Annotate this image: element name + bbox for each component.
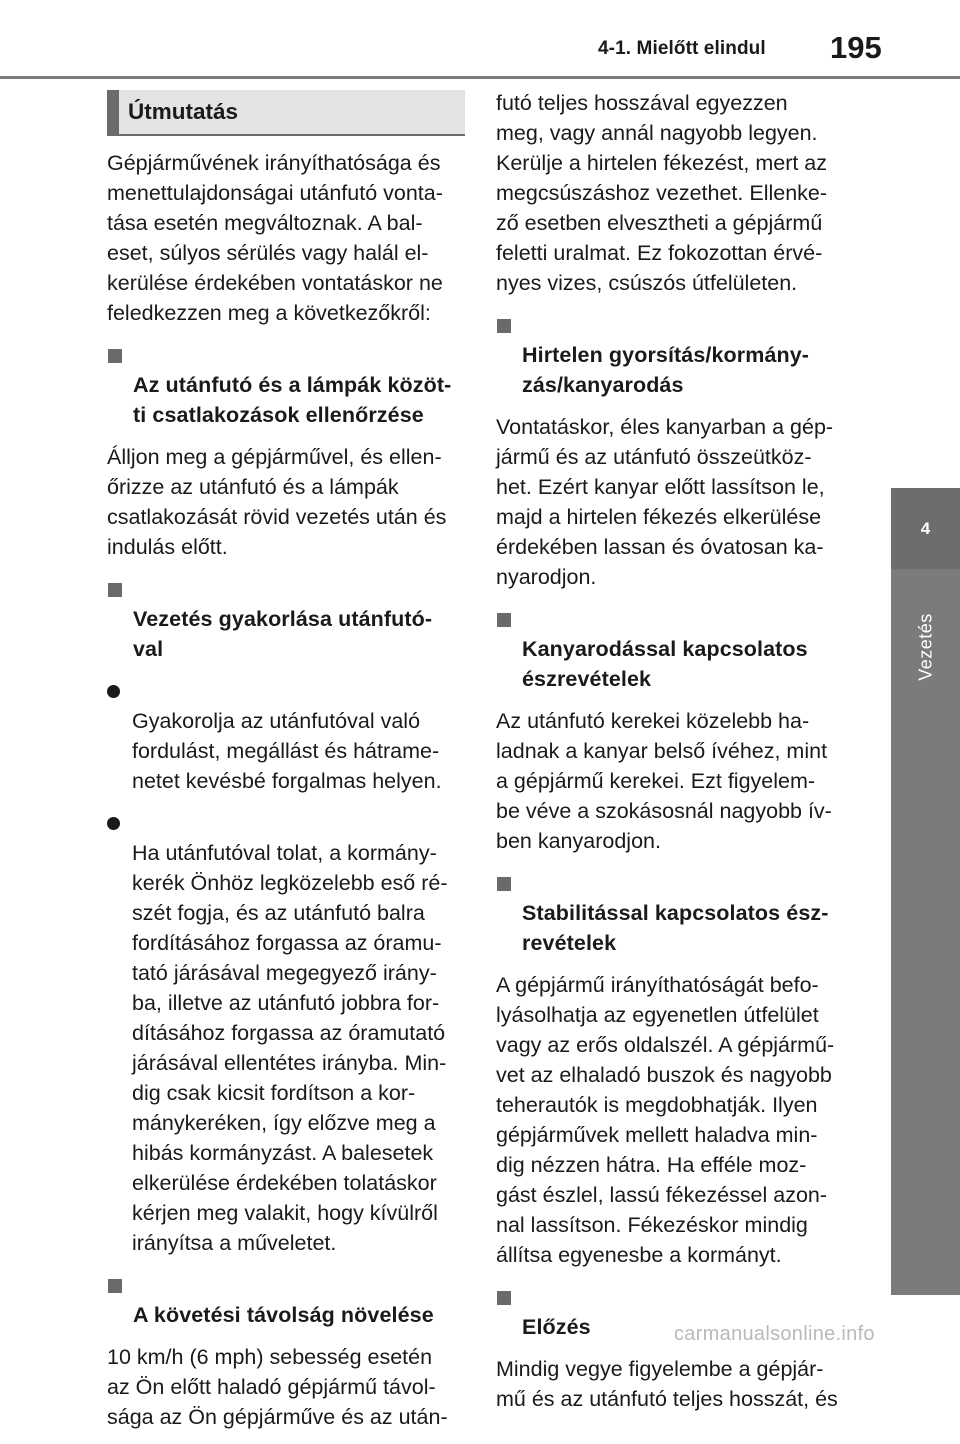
list-item: Gyakorolja az utánfutóval való fordulást, megállást és hátrame- netet kevésbé forgalmas helyen. xyxy=(107,676,465,796)
right-column xyxy=(496,88,852,1426)
continued-paragraph: futó teljes hosszával egyezzen meg, vagy annál nagyobb legyen. Kerülje a hirtelen fékezést, mert az megcsúszáshoz vezethet. Ellenke- ző esetben elvesztheti a gépjármű feletti uralmat. Ez fokozottan érvé- nyes vizes, csúszós útfelületen. xyxy=(496,91,828,295)
square-bullet-icon xyxy=(497,319,511,333)
chapter-number: 4 xyxy=(920,518,931,538)
square-bullet-icon xyxy=(497,1291,511,1305)
round-bullet-icon xyxy=(107,817,120,830)
list-item: Ha utánfutóval tolat, a kormány- kerék Önhöz legközelebb eső ré- szét fogja, és az utánfutó balra fordításához forgassa az óramu- tató járásával megegyező irány- ba, illetve az utánfutó jobbra for- dításához forgassa az óramutató járásával ellentétes irányba. Min- dig csak kicsit fordítson a kor- mánykeréken, így előzve meg a hibás kormányzást. A balesetek elkerülése érdekében tolatáskor kérjen meg valakit, hogy kívülről irányítsa a műveletet. xyxy=(107,808,465,1258)
chapter-tab-label xyxy=(891,569,960,1295)
section-paragraph: Az utánfutó kerekei közelebb ha- ladnak a kanyar belső ívéhez, mint a gépjármű kerekei. Ezt figyelem- be véve a szokásosnál nagyobb ív- ben kanyarodjon. xyxy=(496,709,832,853)
section-heading: Az utánfutó és a lámpák közöt- ti csatlakozások ellenőrzése xyxy=(107,340,465,430)
square-bullet-icon xyxy=(108,1279,122,1293)
square-bullet-icon xyxy=(497,613,511,627)
section-paragraph: Mindig vegye figyelembe a gépjár- mű és az utánfutó teljes hosszát, és xyxy=(496,1357,838,1411)
guide-title: Útmutatás xyxy=(128,99,239,124)
section-heading: Stabilitással kapcsolatos ész- revételek xyxy=(496,868,852,958)
guide-heading-box xyxy=(107,90,465,136)
square-bullet-icon xyxy=(108,583,122,597)
section-title: 4-1. Mielőtt elindul xyxy=(598,38,766,59)
page-number: 195 xyxy=(830,30,882,65)
chapter-title: Vezetés xyxy=(915,613,935,681)
square-bullet-icon xyxy=(497,877,511,891)
section-paragraph: A gépjármű irányíthatóságát befo- lyásolhatja az egyenetlen útfelület vagy az erős oldalszél. A gépjármű- vet az elhaladó buszok és nagyobb teherautók is megdobhatják. Ilyen gépjárművek mellett haladva min- dig nézzen hátra. Ha efféle moz- gást észlel, lassú fékezéssel azon- nal lassítson. Fékezéskor mindig állítsa egyenesbe a kormányt. xyxy=(496,973,835,1267)
section-paragraph: 10 km/h (6 mph) sebesség esetén az Ön előtt haladó gépjármű távol- sága az Ön gépjárműve és az után- xyxy=(107,1345,448,1429)
section-heading: Vezetés gyakorlása utánfutó- val xyxy=(107,574,465,664)
intro-paragraph: Gépjárművének irányíthatósága és menettulajdonságai utánfutó vonta- tása esetén megváltoznak. A bal- eset, súlyos sérülés vagy halál el- kerülése érdekében vontatáskor ne feledkezzen meg a következőkről: xyxy=(107,151,443,325)
header-divider xyxy=(0,76,960,79)
section-heading: Előzés xyxy=(496,1282,852,1342)
square-bullet-icon xyxy=(108,349,122,363)
section-heading: Hirtelen gyorsítás/kormány- zás/kanyarodás xyxy=(496,310,852,400)
watermark: carmanualsonline.info xyxy=(674,1323,875,1345)
section-paragraph: Álljon meg a gépjárművel, és ellen- őrizze az utánfutó és a lámpák csatlakozását rövid vezetés után és indulás előtt. xyxy=(107,445,447,559)
section-heading: Kanyarodással kapcsolatos észrevételek xyxy=(496,604,852,694)
section-heading: A követési távolság növelése xyxy=(107,1270,465,1330)
chapter-tab-number xyxy=(891,488,960,569)
section-paragraph: Vontatáskor, éles kanyarban a gép- jármű és az utánfutó összeütköz- het. Ezért kanyar előtt lassítson le, majd a hirtelen fékezés elkerülése érdekében lassan és óvatosan ka- nyarodjon. xyxy=(496,415,834,589)
left-column xyxy=(107,88,465,1444)
round-bullet-icon xyxy=(107,685,120,698)
